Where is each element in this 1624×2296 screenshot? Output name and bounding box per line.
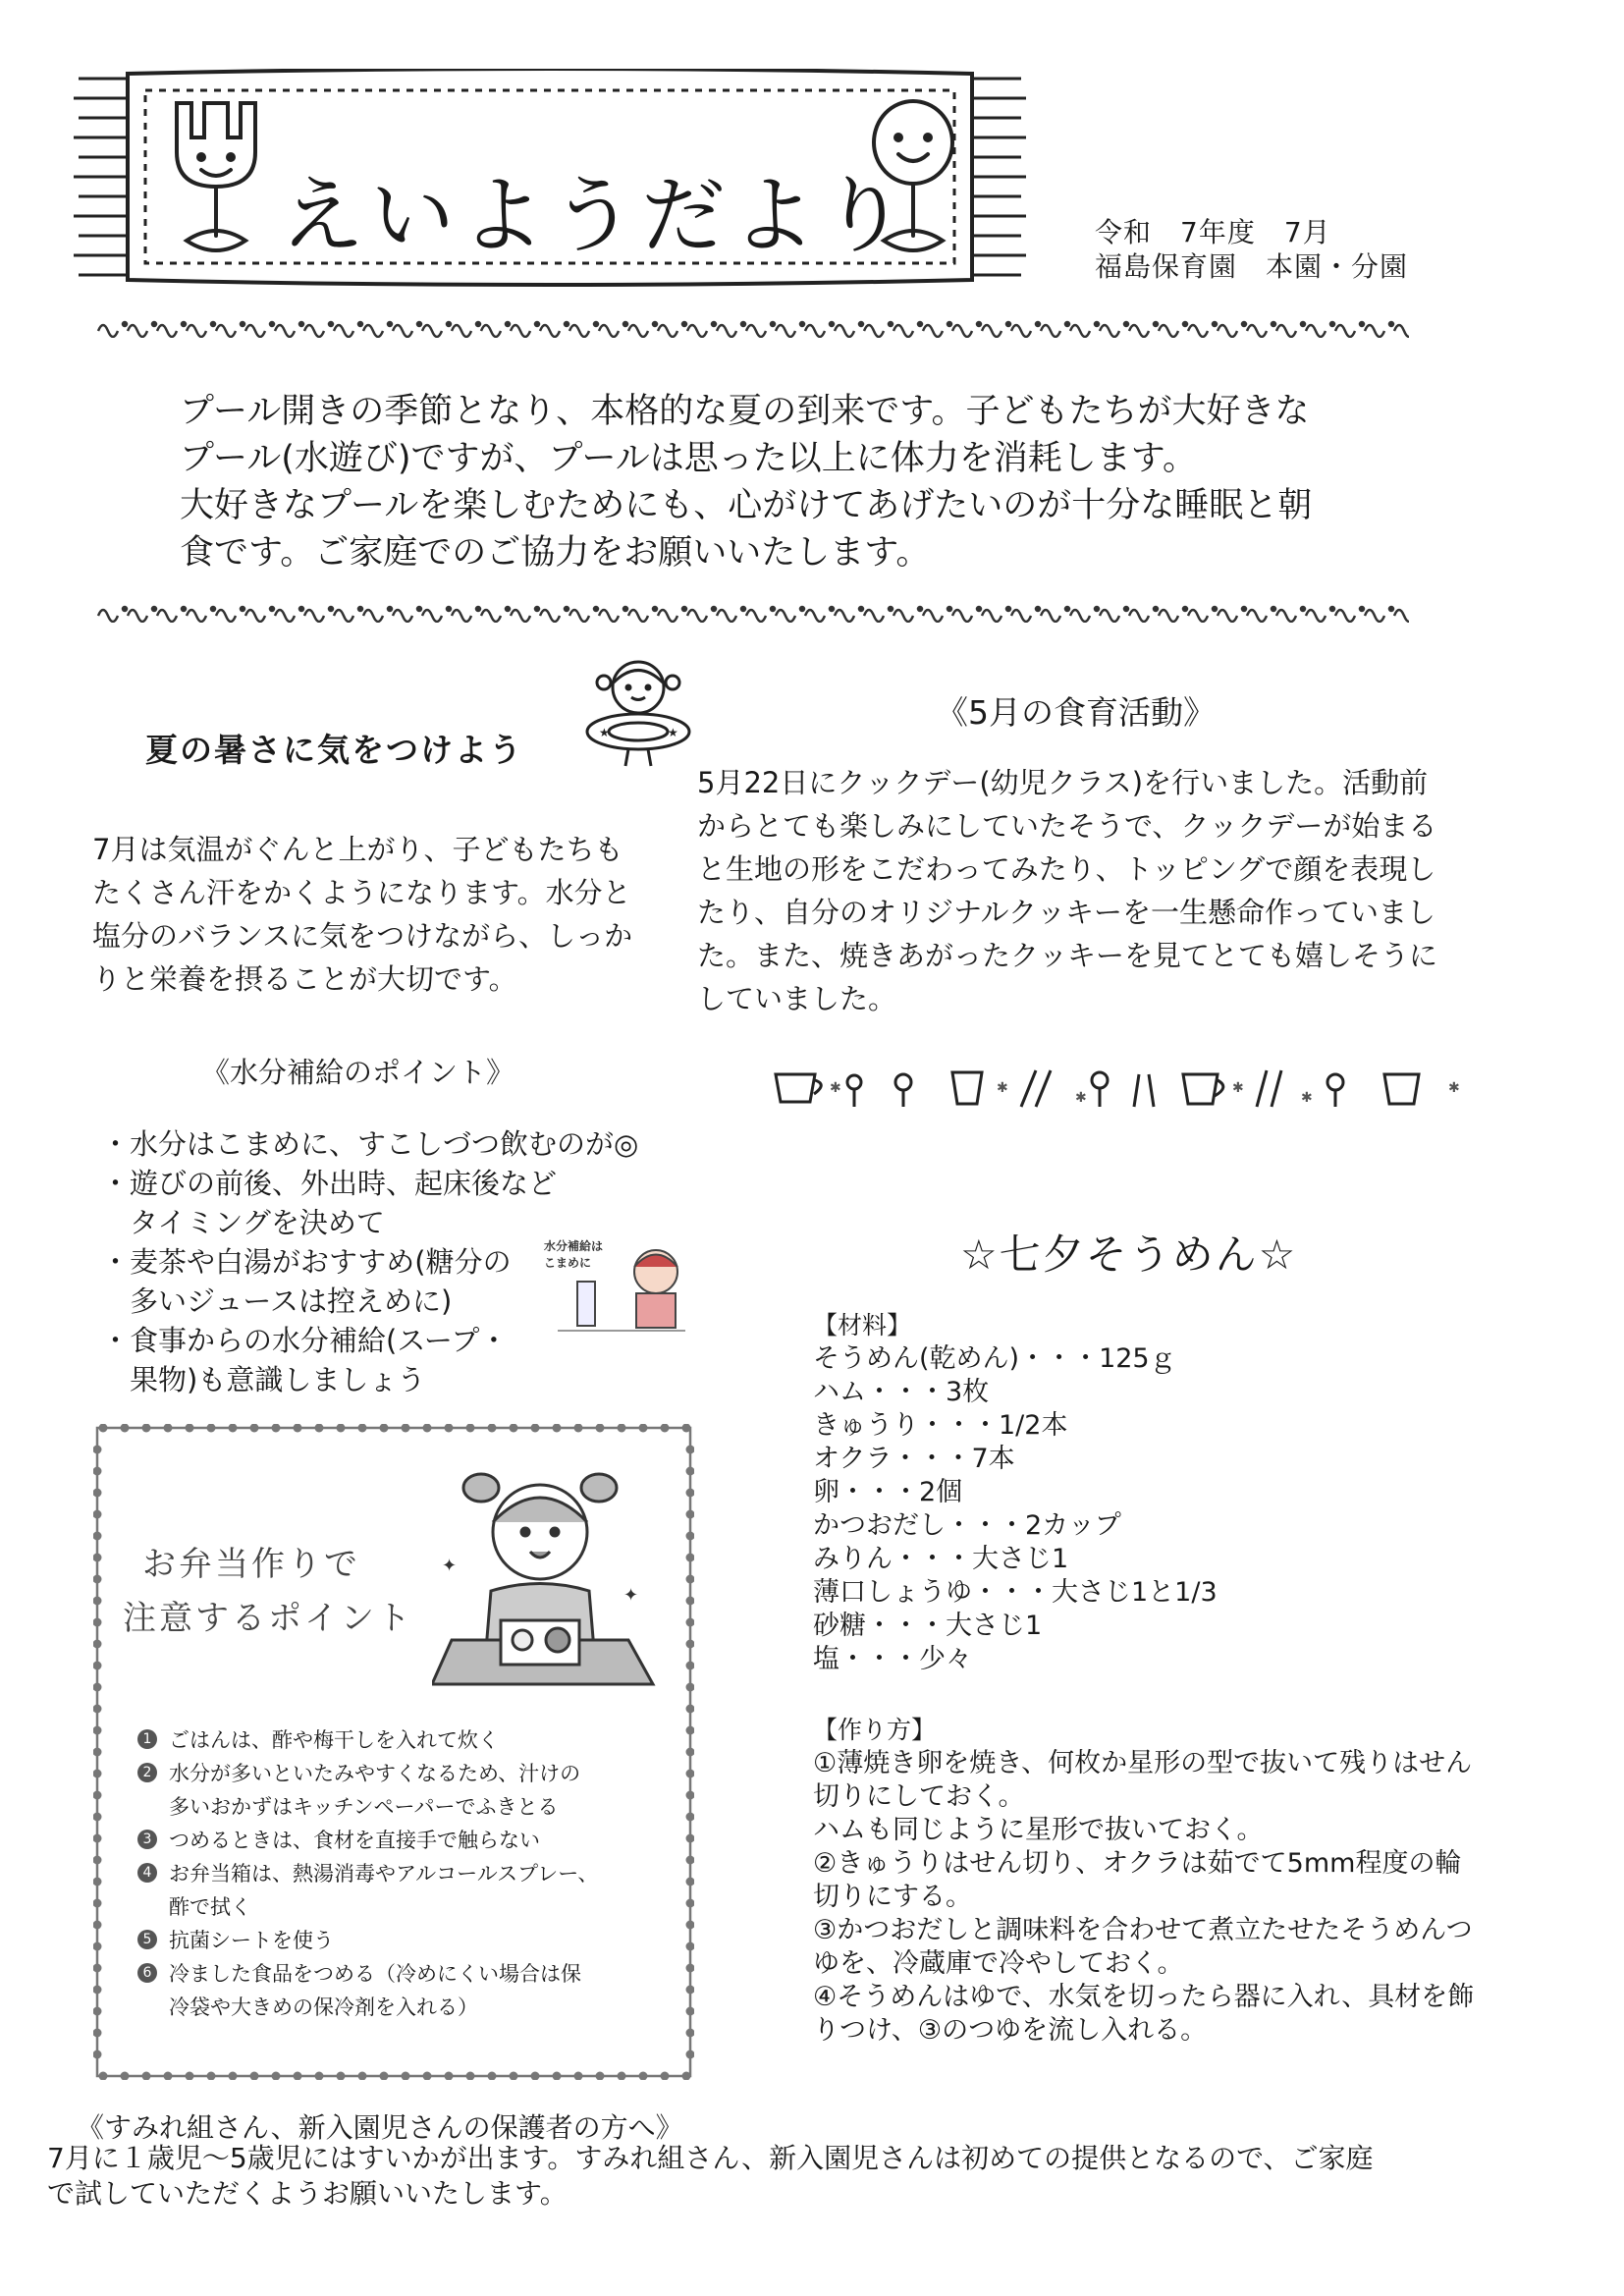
step-line: ②きゅうりはせん切り、オクラは茹でて5mm程度の輪 (813, 1848, 1462, 1879)
svg-text:✱: ✱ (1301, 1090, 1313, 1106)
step-line: ③かつおだしと調味料を合わせて煮立たせたそうめんつ (813, 1915, 1473, 1945)
section-heading-hydration: 《水分補給のポイント》 (201, 1056, 515, 1089)
intro-line: プール開きの季節となり、本格的な夏の到来です。子どもたちが大好きな (180, 392, 1310, 431)
summer-line: 7月は気温がぐんと上がり、子どもたちも (92, 833, 623, 866)
bento-title-line: お弁当作りで (142, 1545, 360, 1584)
svg-text:✱: ✱ (1448, 1080, 1460, 1096)
intro-line: 大好きなプールを楽しむためにも、心がけてあげたいのが十分な睡眠と朝 (180, 486, 1313, 525)
bento-tips-list (142, 1723, 679, 2024)
hydration-illustration (538, 1232, 695, 1345)
step-line: ①薄焼き卵を焼き、何枚か星形の型で抜いて残りはせん (813, 1748, 1473, 1778)
summer-paragraph (92, 828, 642, 1001)
step-line: りつけ、③のつゆを流し入れる。 (813, 2015, 1208, 2046)
section-heading-may-activity: 《5月の食育活動》 (936, 693, 1216, 732)
svg-text:★: ★ (668, 726, 678, 739)
bento-tip-item-cont: 酢で拭く (169, 1895, 251, 1919)
list-item: タイミングを決めて (101, 1206, 385, 1239)
bento-tip-item: 4 お弁当箱は、熱湯消毒やアルコールスプレー、 (169, 1857, 679, 1890)
ingredient-line: そうめん(乾めん)・・・125ｇ (813, 1343, 1176, 1374)
spoon-mascot-icon (157, 93, 275, 265)
step-line: 切りにする。 (813, 1882, 972, 1912)
svg-text:✦: ✦ (623, 1585, 639, 1606)
may-activity-line: していました。 (697, 982, 897, 1015)
ingredient-line: かつおだし・・・2カップ (813, 1510, 1121, 1541)
number-badge: 5 (137, 1930, 157, 1949)
ingredients-heading: 【材料】 (813, 1311, 912, 1339)
svg-text:✱: ✱ (1232, 1080, 1244, 1096)
illustration-caption: 水分補給は (544, 1239, 604, 1253)
recipe-ingredients (813, 1309, 1481, 1676)
decorative-divider (93, 601, 1409, 623)
list-item: ・食事からの水分補給(スープ・ (101, 1324, 509, 1357)
ingredient-line: 塩・・・少々 (813, 1644, 972, 1674)
number-badge: 6 (137, 1963, 157, 1983)
ingredient-line: ハム・・・3枚 (813, 1377, 990, 1407)
intro-line: 食です。ご家庭でのご協力をお願いいたします。 (180, 533, 931, 573)
page-title: えいようだより (280, 167, 912, 265)
bento-tip-item: 6 冷ました食品をつめる（冷めにくい場合は保 (169, 1957, 679, 1991)
list-item: ・遊びの前後、外出時、起床後など (101, 1167, 558, 1200)
number-badge: 3 (137, 1830, 157, 1849)
ingredient-line: きゅうり・・・1/2本 (813, 1410, 1068, 1441)
notice-line: で試していただくようお願いいたします。 (47, 2177, 568, 2210)
number-badge: 1 (137, 1729, 157, 1749)
intro-paragraph (180, 388, 1358, 576)
summer-line: たくさん汗をかくようになります。水分と (92, 876, 631, 909)
recipe-steps (813, 1714, 1481, 2048)
svg-text:✦: ✦ (442, 1556, 458, 1576)
illustration-caption: こまめに (544, 1256, 592, 1270)
bento-tip-item-cont: 冷袋や大きめの保冷剤を入れる） (169, 1995, 478, 2019)
organization-name: 福島保育園 本園・分園 (1095, 250, 1409, 283)
bento-tip-item: 1 ごはんは、酢や梅干しを入れて炊く (169, 1723, 679, 1757)
may-activity-paragraph (697, 761, 1463, 1020)
list-item: ・麦茶や白湯がおすすめ(糖分の (101, 1245, 512, 1279)
section-heading-summer: 夏の暑さに気をつけよう (145, 731, 523, 769)
girl-swim-ring-icon (574, 653, 702, 771)
girl-with-bento-icon (432, 1453, 658, 1689)
number-badge: 4 (137, 1863, 157, 1883)
list-item: ・水分はこまめに、すこしづつ飲むのが◎ (101, 1127, 639, 1161)
step-line: ゆを、冷蔵庫で冷やしておく。 (813, 1948, 1184, 1979)
may-activity-line: た。また、焼きあがったクッキーを見てとても嬉しそうに (697, 939, 1438, 972)
bento-tip-item: 2 水分が多いといたみやすくなるため、汁けの (169, 1757, 679, 1790)
intro-line: プール(水遊び)ですが、プールは思った以上に体力を消耗します。 (180, 439, 1198, 478)
decorative-divider (93, 316, 1409, 338)
may-activity-line: からとても楽しみにしていたそうで、クックデーが始まる (697, 809, 1437, 843)
step-line: 切りにしておく。 (813, 1781, 1025, 1812)
may-activity-line: 5月22日にクックデー(幼児クラス)を行いました。活動前 (697, 766, 1429, 799)
steps-heading: 【作り方】 (813, 1716, 937, 1744)
summer-line: りと栄養を摂ることが大切です。 (92, 962, 517, 996)
svg-text:★: ★ (599, 726, 610, 739)
bento-tip-item: 5 抗菌シートを使う (169, 1924, 679, 1957)
notice-paragraph (47, 2141, 1559, 2212)
ingredient-line: 卵・・・2個 (813, 1477, 963, 1507)
svg-text:✱: ✱ (1075, 1090, 1087, 1106)
svg-text:✱: ✱ (997, 1080, 1008, 1096)
ingredient-line: オクラ・・・7本 (813, 1444, 1015, 1474)
bento-tip-item: 3 つめるときは、食材を直接手で触らない (169, 1824, 679, 1857)
number-badge: 2 (137, 1763, 157, 1782)
bento-tip-item-cont: 多いおかずはキッチンペーパーでふきとる (169, 1795, 559, 1819)
bento-title-line: 注意するポイント (123, 1599, 413, 1638)
may-activity-line: たり、自分のオリジナルクッキーを一生懸命作っていまし (697, 896, 1435, 929)
recipe-title: ☆七夕そうめん☆ (960, 1230, 1298, 1279)
issue-date: 令和 7年度 7月 (1095, 216, 1331, 248)
tableware-divider-icon (771, 1063, 1468, 1112)
list-item: 多いジュースは控えめに) (101, 1285, 453, 1318)
ingredient-line: 砂糖・・・大さじ1 (813, 1611, 1043, 1641)
notice-line: 7月に１歳児～5歳児にはすいかが出ます。すみれ組さん、新入園児さんは初めての提供となるので、ご家庭 (47, 2142, 1374, 2174)
ingredient-line: みりん・・・大さじ1 (813, 1544, 1069, 1574)
child-drinking-icon (538, 1232, 695, 1345)
may-activity-line: と生地の形をこだわってみたり、トッピングで顔を表現し (697, 852, 1436, 886)
summer-line: 塩分のバランスに気をつけながら、しっか (92, 919, 633, 953)
step-line: ④そうめんはゆで、水気を切ったら器に入れ、具材を飾 (813, 1982, 1475, 2012)
notice-heading: 《すみれ組さん、新入園児さんの保護者の方へ》 (77, 2111, 683, 2144)
svg-text:✱: ✱ (830, 1080, 841, 1096)
list-item: 果物)も意識しましょう (101, 1363, 426, 1396)
step-line: ハムも同じように星形で抜いておく。 (813, 1815, 1264, 1845)
ingredient-line: 薄口しょうゆ・・・大さじ1と1/3 (813, 1577, 1218, 1608)
